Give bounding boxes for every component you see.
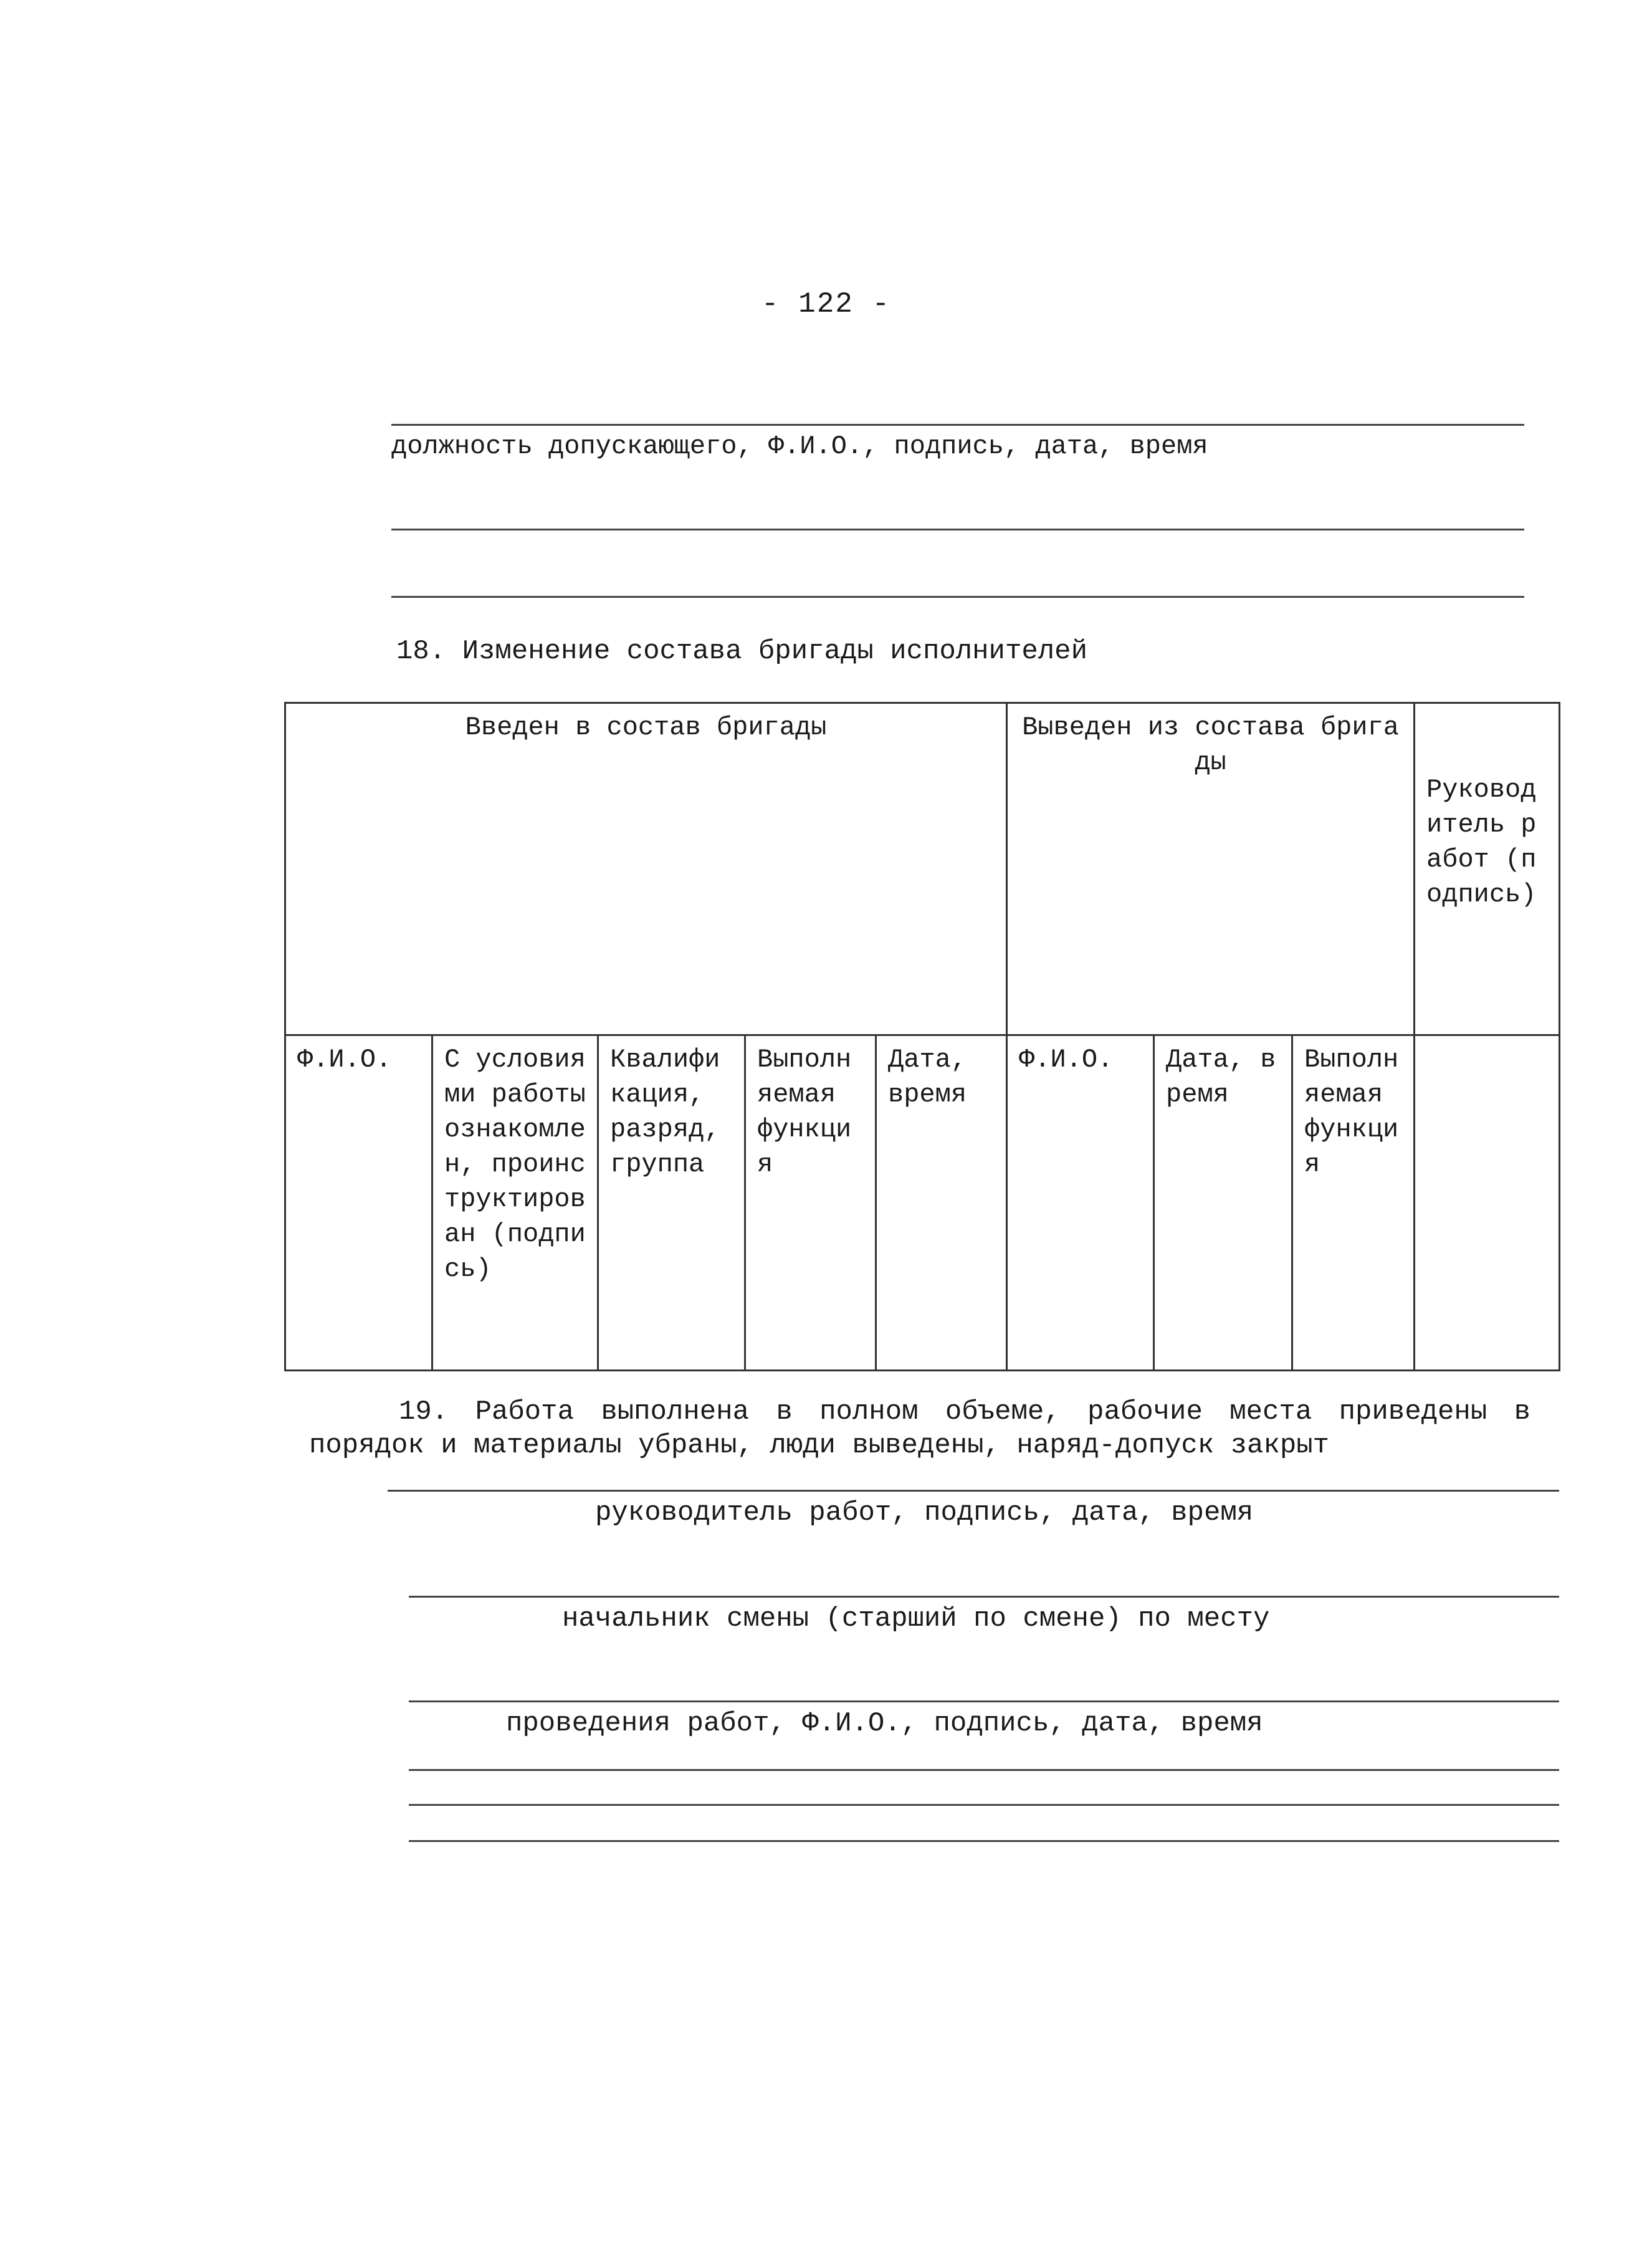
col-removed-date-time: Дата, время — [1154, 1035, 1292, 1371]
col-removed-function: Выполняемая функция — [1292, 1035, 1415, 1371]
col-date-time: Дата, время — [876, 1035, 1007, 1371]
signature-line — [409, 1700, 1559, 1702]
blank-line — [391, 596, 1524, 598]
blank-line — [391, 529, 1524, 530]
signature-line — [388, 1490, 1559, 1492]
signature-line — [409, 1596, 1559, 1598]
signature-line — [391, 424, 1524, 426]
col-function: Выполняемая функция — [745, 1035, 876, 1371]
permit-issuer-caption: должность допускающего, Ф.И.О., подпись, дата, время — [391, 431, 1208, 461]
crew-change-table — [284, 702, 1560, 1371]
blank-line — [409, 1804, 1559, 1806]
section-19-text: 19. Работа выполнена в полном объеме, рабочие места приведены в порядок и материалы убраны, люди выведены, наряд-допуск закрыт — [309, 1396, 1530, 1461]
col-qualification: Квалификация, разряд, группа — [598, 1035, 745, 1371]
blank-line — [409, 1840, 1559, 1842]
col-work-leader-cell — [1415, 1035, 1560, 1371]
blank-line — [409, 1769, 1559, 1771]
header-added-to-crew: Введен в состав бригады — [285, 703, 1007, 1035]
work-place-caption: проведения работ, Ф.И.О., подпись, дата, время — [506, 1708, 1263, 1739]
shift-supervisor-caption: начальник смены (старший по смене) по месту — [562, 1603, 1270, 1634]
col-removed-fio: Ф.И.О. — [1007, 1035, 1154, 1371]
col-briefed-signature: С условиями работы ознакомлен, проинструктирован (подпись) — [432, 1035, 598, 1371]
col-fio: Ф.И.О. — [285, 1035, 432, 1371]
header-work-leader: Руководитель работ (подпись) — [1415, 703, 1560, 1035]
page-number: - 122 - — [761, 288, 891, 320]
work-leader-caption: руководитель работ, подпись, дата, время — [595, 1497, 1254, 1528]
header-removed-from-crew: Выведен из состава бригады — [1007, 703, 1415, 1035]
section-18-title: 18. Изменение состава бригады исполнителей — [396, 636, 1087, 667]
